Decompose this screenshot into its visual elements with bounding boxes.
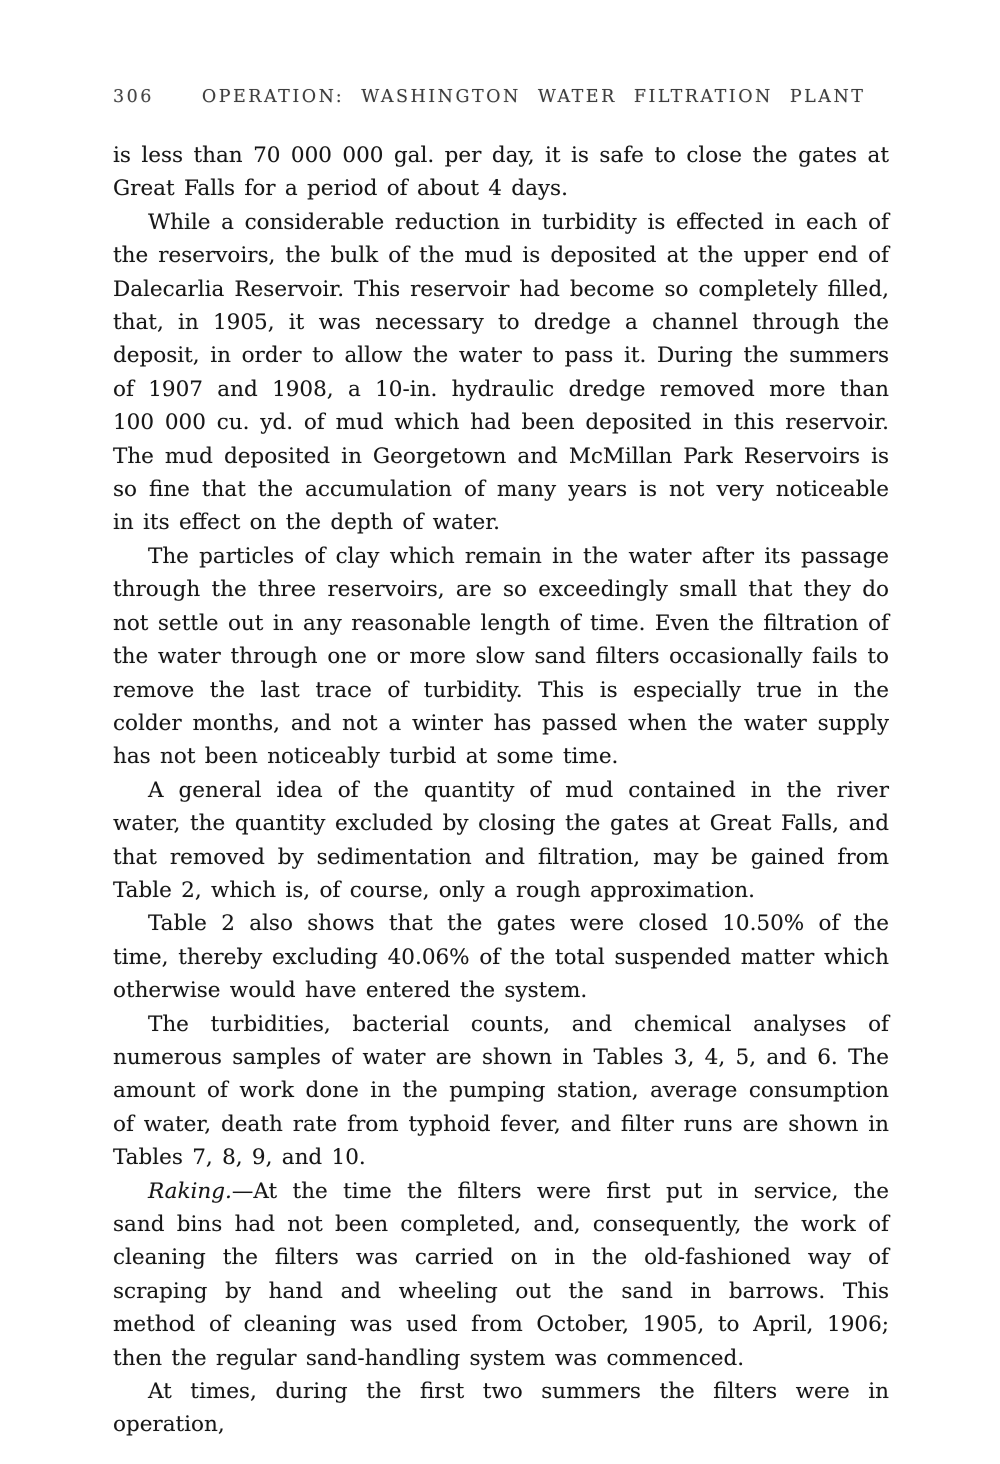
paragraph-table2-gates: Table 2 also shows that the gates were closed 10.50% of the time, thereby excluding 40.06% of the total suspended matter which otherwise would have entered the system. (113, 911, 889, 1004)
paragraph-clay-particles: The particles of clay which remain in the water after its passage through the three reservoirs, are so exceedingly small that they do not settle out in any reasonable length of time. Even the filtration of the water through one or more slow sand filters occasionally fails to remove the last trace of turbidity. This is especially true in the colder months, and not a winter has passed when the water supply has not been noticeably turbid at some time. (113, 543, 889, 770)
raking-body: —At the time the filters were first put in service, the sand bins had not been completed, and, consequently, the work of cleaning the filters was carried on in the old-fashioned way of scraping by hand and wheeling out the sand in barrows. This method of cleaning was used from October, 1905, to April, 1906; then the regular sand-handling system was commenced. (113, 1178, 889, 1371)
paragraph-raking (113, 1175, 889, 1375)
paragraph-continuation: is less than 70 000 000 gal. per day, it is safe to close the gates at Great Falls for a period of about 4 days. (113, 143, 889, 202)
page-body (113, 139, 889, 1442)
page-number: 306 (113, 87, 154, 107)
raking-lead-italic: Raking. (148, 1178, 232, 1204)
page-header (113, 86, 889, 108)
running-title: OPERATION: WASHINGTON WATER FILTRATION PLANT (201, 87, 866, 107)
paragraph-mud-quantity: A general idea of the quantity of mud contained in the river water, the quantity excluded by closing the gates at Great Falls, and that removed by sedimentation and filtration, may be gained from Table 2, which is, of course, only a rough approximation. (113, 777, 889, 903)
paragraph-at-times: At times, during the first two summers the filters were in operation, (113, 1379, 889, 1438)
paragraph-tables-list: The turbidities, bacterial counts, and chemical analyses of numerous samples of water are shown in Tables 3, 4, 5, and 6. The amount of work done in the pumping station, average consumption of water, death rate from typhoid fever, and filter runs are shown in Tables 7, 8, 9, and 10. (113, 1011, 889, 1171)
paragraph-reservoir-mud: While a considerable reduction in turbidity is effected in each of the reservoirs, the bulk of the mud is deposited at the upper end of Dalecarlia Reservoir. This reservoir had become so completely filled, that, in 1905, it was necessary to dredge a channel through the deposit, in order to allow the water to pass it. During the summers of 1907 and 1908, a 10-in. hydraulic dredge removed more than 100 000 cu. yd. of mud which had been deposited in this reservoir. The mud deposited in Georgetown and McMillan Park Reservoirs is so fine that the accumulation of many years is not very noticeable in its effect on the depth of water. (113, 209, 889, 536)
